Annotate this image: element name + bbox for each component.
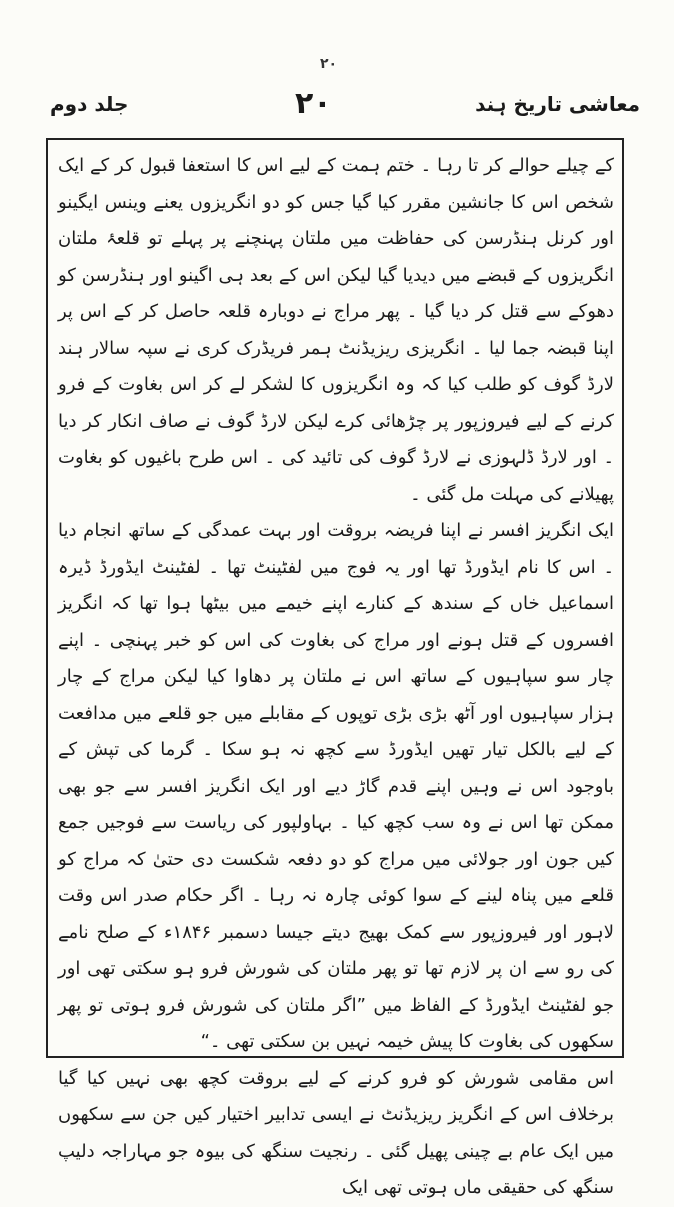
volume-label: جلد دوم	[50, 92, 129, 116]
paragraph-2: ایک انگریز افسر نے اپنا فریضہ بروقت اور بہت عمدگی کے ساتھ انجام دیا ۔ اس کا نام ایڈورڈ تھا اور یہ فوج میں لفٹینٹ تھا ۔ لفٹینٹ ایڈورڈ ڈیرہ اسماعیل خاں کے سندھ کے کنارے اپنے خیمے میں بیٹھا ہوا تھا کہ انگریز افسروں کے قتل ہونے اور مراج کی بغاوت کی اس کو خبر پہنچی ۔ اپنے چار سو سپاہیوں کے ساتھ اس نے ملتان پر دھاوا کیا لیکن مراج کے چار ہزار سپاہیوں اور آٹھ بڑی بڑی توپوں کے مقابلے میں جو قلعے میں مدافعت کے لیے بالکل تیار تھیں ایڈورڈ سے کچھ نہ ہو سکا ۔ گرما کی تپش کے باوجود اس نے وہیں اپنے قدم گاڑ دیے اور ایک انگریز افسر سے جو بھی ممکن تھا اس نے وہ سب کچھ کیا ۔ بہاولپور کی ریاست سے فوجیں جمع کیں جون اور جولائی میں مراج کو دو دفعہ شکست دی حتیٰ کہ مراج کو قلعے میں پناہ لینے کے سوا کوئی چارہ نہ رہا ۔ اگر حکام صدر اس وقت لاہور اور فیروزپور سے کمک بھیج دیتے جیسا دسمبر ۱۸۴۶ء کے صلح نامے کی رو سے ان پر لازم تھا تو پھر ملتان کی شورش فرو ہو سکتی تھی اور جو لفٹینٹ ایڈورڈ کے الفاظ میں ”اگر ملتان کی شورش فرو ہوتی تو پھر سکھوں کی بغاوت کا پیش خیمہ نہیں بن سکتی تھی ۔“	[58, 520, 614, 1052]
body-text	[58, 148, 614, 1198]
paragraph-1: کے چیلے حوالے کر تا رہا ۔ ختم ہمت کے لیے اس کا استعفا قبول کر کے ایک شخص اس کا جانشین مقرر کیا گیا جس کو دو انگریزوں یعنے وینس ایگینو اور کرنل ہنڈرسن کی حفاظت میں ملتان پہنچنے پر پہلے تو قلعۂ ملتان انگریزوں کے قبضے میں دیدیا گیا لیکن اس کے بعد ہی اگینو اور ہنڈرسن کو دھوکے سے قتل کر دیا گیا ۔ پھر مراج نے دوبارہ قلعہ حاصل کر کے اس پر اپنا قبضہ جما لیا ۔ انگریزی ریزیڈنٹ ہمر فریڈرک کری نے سپہ سالار ہند لارڈ گوف کو طلب کیا کہ وہ انگریزوں کا لشکر لے کر اس بغاوت کے فرو کرنے کے لیے فیروزپور پر چڑھائی کرے لیکن لارڈ گوف نے صاف انکار کر دیا ۔ اور لارڈ ڈلہوزی نے لارڈ گوف کی تائید کی ۔ اس طرح باغیوں کو بغاوت پھیلانے کی مہلت مل گئی ۔	[58, 155, 614, 505]
book-title: معاشی تاریخ ہند	[475, 92, 640, 116]
page-header	[40, 80, 650, 130]
paragraph-3: اس مقامی شورش کو فرو کرنے کے لیے بروقت کچھ بھی نہیں کیا گیا برخلاف اس کے انگریز ریزیڈنٹ نے ایسی تدابیر اختیار کیں جن سے سکھوں میں ایک عام بے چینی پھیل گئی ۔ رنجیت سنگھ کی بیوہ جو مہاراجہ دلیپ سنگھ کی حقیقی ماں ہوتی تھی ایک	[58, 1067, 614, 1198]
corner-mark: ۲۰	[320, 56, 338, 72]
page-number: ۲۰	[295, 86, 332, 121]
